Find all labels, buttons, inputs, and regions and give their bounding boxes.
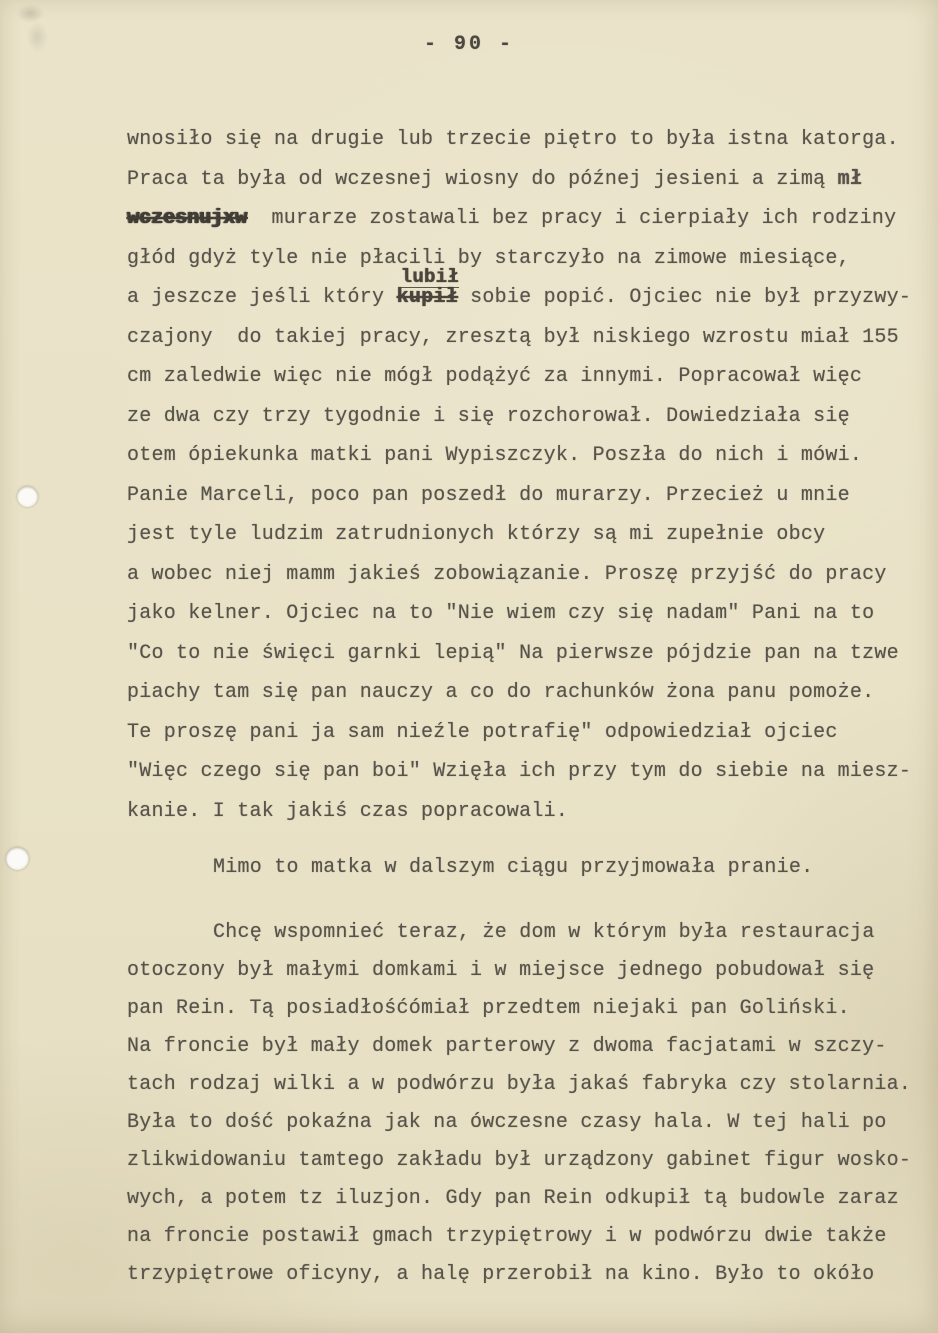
- text-segment: kanie. I tak jakiś czas popracowali.: [127, 799, 569, 823]
- text-line: [127, 848, 927, 888]
- hole-punch-top: [17, 486, 38, 507]
- text-segment: a wobec niej mamm jakieś zobowiązanie. Proszę przyjść do pracy: [127, 562, 887, 586]
- text-line: [127, 1028, 927, 1066]
- text-segment: zlikwidowaniu tamtego zakładu był urządzony gabinet figur wosko-: [127, 1148, 912, 1172]
- text-segment: głód gdyż tyle nie płacili by starczyło na zimowe miesiące,: [127, 246, 850, 270]
- page-number: - 90 -: [423, 33, 514, 56]
- text-line: [127, 239, 927, 279]
- text-segment: na froncie postawił gmach trzypiętrowy i w podwórzu dwie także: [127, 1224, 887, 1248]
- text-line: [127, 792, 927, 832]
- text-line: [127, 357, 927, 397]
- text-line: [127, 634, 927, 674]
- text-segment: jako kelner. Ojciec na to "Nie wiem czy się nadam" Pani na to: [127, 602, 875, 625]
- text-segment: jest tyle ludzim zatrudnionych którzy są mi zupełnie obcy: [127, 523, 826, 546]
- paragraph: [127, 120, 927, 831]
- text-segment: piachy tam się pan nauczy a co do rachunków żona panu pomoże.: [127, 681, 875, 704]
- text-segment: otoczony był małymi domkami i w miejsce jednego pobudował się: [127, 958, 875, 982]
- text-segment: murarze zostawali bez pracy i cierpiały ich rodziny: [247, 207, 897, 230]
- struck-out-word: wczesnujxw: [127, 207, 248, 230]
- text-segment: Mimo to matka w dalszym ciągu przyjmowała pranie.: [213, 856, 814, 879]
- text-line: [127, 555, 927, 595]
- text-segment: ze dwa czy trzy tygodnie i się rozchorował. Dowiedziała się: [127, 404, 850, 428]
- text-segment: Na froncie był mały domek parterowy z dwoma facjatami w szczy-: [127, 1034, 887, 1058]
- text-line: [127, 476, 927, 516]
- text-block: [127, 120, 927, 1294]
- text-line: [127, 1180, 927, 1218]
- text-line: [127, 1104, 927, 1142]
- text-segment: sobie popić. Ojciec nie był przyzwy-: [457, 286, 912, 309]
- text-segment: trzypiętrowe oficyny, a halę przerobił na kino. Było to okóło: [127, 1262, 875, 1286]
- paragraph: [127, 914, 927, 1294]
- text-line: [127, 199, 927, 239]
- text-line: [127, 1256, 927, 1294]
- text-segment: "Co to nie święci garnki lepią" Na pierwsze pójdzie pan na tzwe: [127, 641, 899, 665]
- text-line: [127, 436, 927, 476]
- text-line: [127, 1142, 927, 1180]
- text-segment: mł: [837, 167, 863, 191]
- inserted-word-above: lubił: [400, 266, 459, 288]
- text-line: [127, 673, 927, 713]
- text-segment: Praca ta była od wczesnej wiosny do późnej jesieni a zimą: [127, 167, 838, 191]
- text-segment: Panie Marceli, poco pan poszedł do murarzy. Przecież u mnie: [127, 483, 850, 507]
- hole-punch-bottom: [6, 847, 29, 870]
- text-segment: tach rodzaj wilki a w podwórzu była jakaś fabryka czy stolarnia.: [127, 1072, 912, 1096]
- text-line: [127, 713, 927, 753]
- text-segment: Te proszę pani ja sam nieźle potrafię" odpowiedział ojciec: [127, 720, 838, 744]
- text-segment: otem ópiekunka matki pani Wypiszczyk. Poszła do nich i mówi.: [127, 444, 863, 467]
- text-line: [127, 990, 927, 1028]
- text-line: [127, 397, 927, 437]
- text-segment: czajony do takiej pracy, zresztą był niskiego wzrostu miał 155: [127, 325, 899, 349]
- text-line: [127, 266, 927, 318]
- paragraph: [127, 848, 927, 888]
- text-segment: "Więc czego się pan boi" Wzięła ich przy tym do siebie na miesz-: [127, 760, 912, 783]
- text-line: [127, 318, 927, 358]
- text-segment: wnosiło się na drugie lub trzecie piętro to była istna katorga.: [127, 128, 899, 151]
- text-line: [127, 914, 927, 952]
- text-line: [127, 594, 927, 634]
- text-line: [127, 952, 927, 990]
- text-line: [127, 1066, 927, 1104]
- text-line: [127, 120, 927, 160]
- text-segment: pan Rein. Tą posiadłośćómiał przedtem niejaki pan Goliński.: [127, 996, 850, 1020]
- text-segment: cm zaledwie więc nie mógł podążyć za innymi. Popracował więc: [127, 365, 863, 388]
- text-segment: Chcę wspomnieć teraz, że dom w którym była restauracja: [213, 920, 875, 944]
- struck-out-word: kupił lubił: [396, 266, 459, 309]
- text-line: [127, 1218, 927, 1256]
- text-segment: wych, a potem tz iluzjon. Gdy pan Rein odkupił tą budowle zaraz: [127, 1186, 899, 1210]
- text-line: [127, 515, 927, 555]
- text-segment: Była to dość pokaźna jak na ówczesne czasy hala. W tej hali po: [127, 1110, 887, 1134]
- text-line: [127, 752, 927, 792]
- text-line: [127, 160, 927, 200]
- text-segment: a jeszcze jeśli który: [127, 286, 397, 309]
